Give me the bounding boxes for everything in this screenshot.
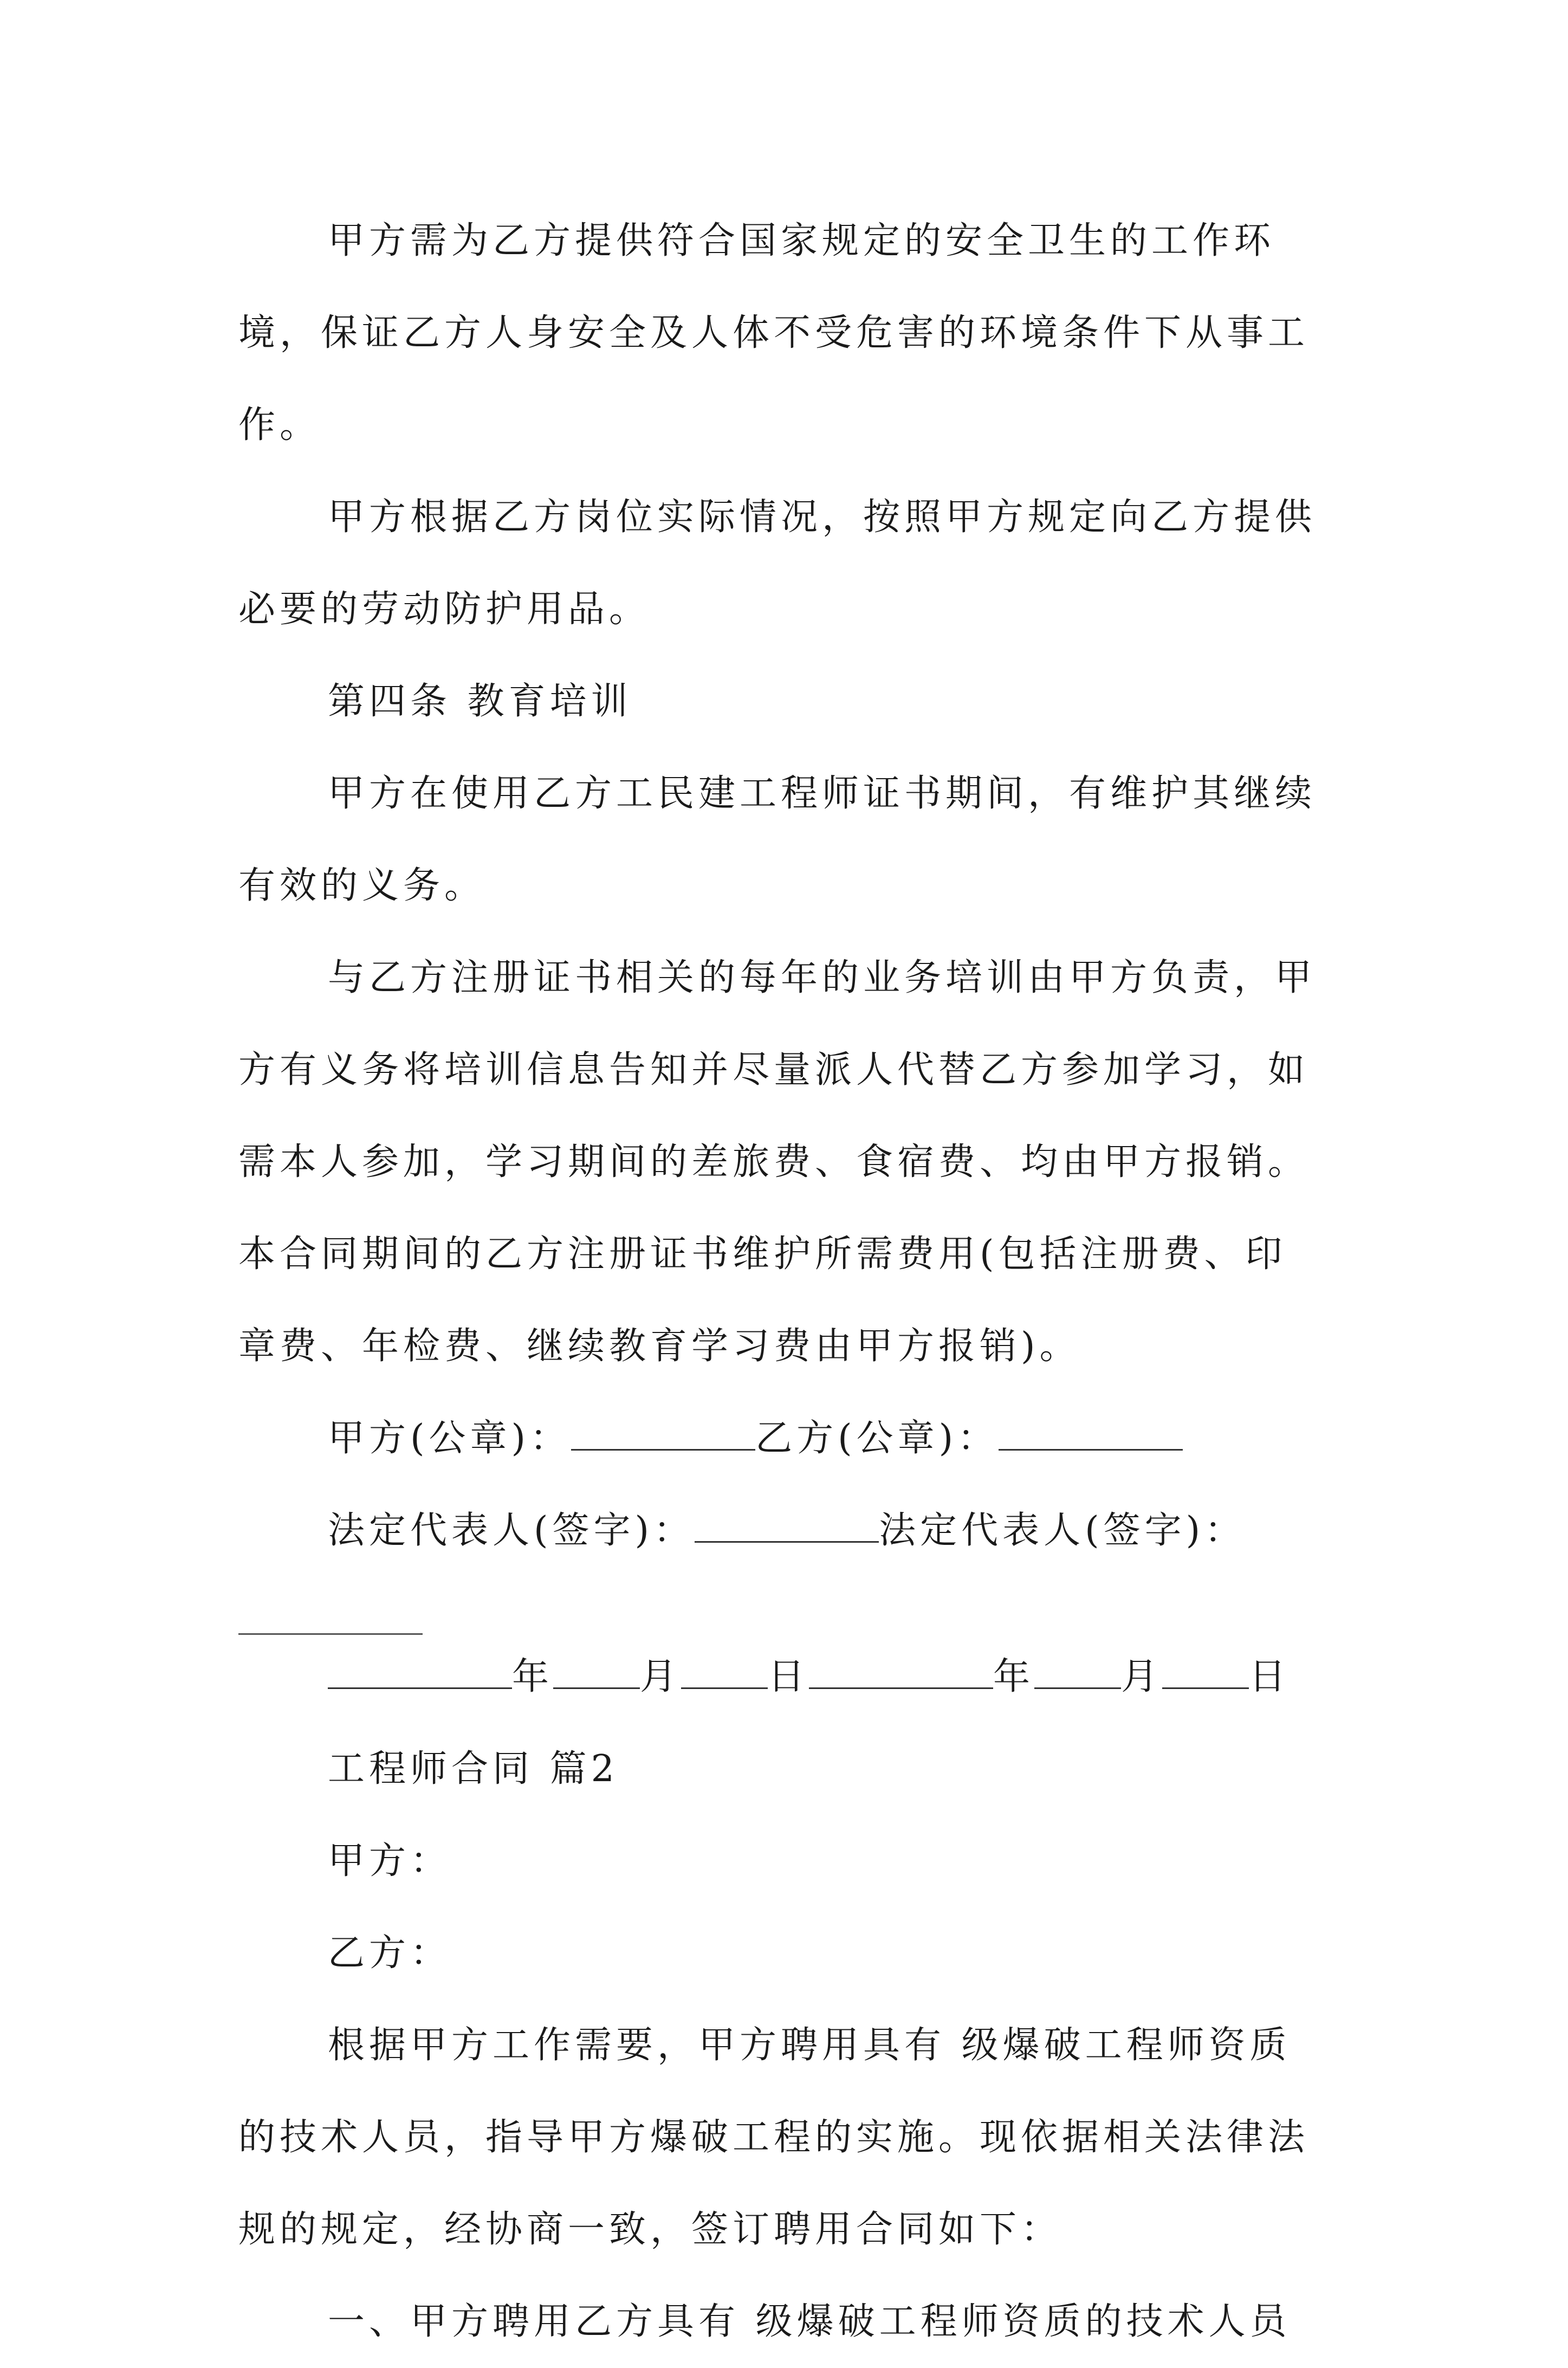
legal-rep-line	[238, 1485, 1344, 1577]
day-label-2: 日	[1249, 1655, 1291, 1698]
paragraph-line: 根据甲方工作需要，甲方聘用具有 级爆破工程师资质	[328, 2024, 1291, 2067]
paragraph-line: 必要的劳动防护用品。	[238, 588, 651, 631]
month-blank[interactable]	[553, 1655, 640, 1689]
section-title: 工程师合同 篇2	[328, 1748, 619, 1790]
party-b-seal-label: 乙方(公章)：	[755, 1417, 999, 1460]
year-blank[interactable]	[328, 1655, 512, 1689]
party-b-label: 乙方：	[328, 1932, 452, 1975]
day-label: 日	[768, 1655, 809, 1698]
month-blank-2[interactable]	[1034, 1655, 1121, 1689]
party-b-seal-blank[interactable]	[999, 1416, 1183, 1451]
day-blank-2[interactable]	[1162, 1655, 1249, 1689]
party-a-seal-blank[interactable]	[571, 1416, 755, 1451]
paragraph-line: 本合同期间的乙方注册证书维护所需费用(包括注册费、印	[238, 1233, 1287, 1276]
paragraph-line: 甲方需为乙方提供符合国家规定的安全卫生的工作环	[328, 219, 1275, 262]
document-page	[238, 195, 1344, 2368]
date-line	[238, 1631, 1344, 1723]
paragraph-line: 章费、年检费、继续教育学习费由甲方报销)。	[238, 1325, 1081, 1368]
party-a-seal-label: 甲方(公章)：	[328, 1417, 572, 1460]
paragraph-line: 与乙方注册证书相关的每年的业务培训由甲方负责，甲	[328, 956, 1317, 999]
paragraph-line: 的技术人员，指导甲方爆破工程的实施。现依据相关法律法	[238, 2116, 1310, 2159]
year-blank-2[interactable]	[809, 1655, 993, 1689]
section-heading: 第四条 教育培训	[328, 680, 632, 723]
paragraph-line: 需本人参加，学习期间的差旅费、食宿费、均由甲方报销。	[238, 1141, 1310, 1183]
paragraph-line: 甲方根据乙方岗位实际情况，按照甲方规定向乙方提供	[328, 496, 1317, 539]
paragraph-line: 一、甲方聘用乙方具有 级爆破工程师资质的技术人员	[328, 2300, 1291, 2343]
paragraph-line: 境，保证乙方人身安全及人体不受危害的环境条件下从事工	[238, 312, 1310, 354]
legal-rep-b-label: 法定代表人(签字)：	[879, 1509, 1246, 1552]
paragraph-line: 规的规定，经协商一致，签订聘用合同如下：	[238, 2208, 1062, 2251]
paragraph-line: 有效的义务。	[238, 864, 486, 907]
year-label-2: 年	[993, 1655, 1035, 1698]
party-a-label: 甲方：	[328, 1840, 452, 1882]
paragraph-line: 作。	[238, 404, 321, 447]
year-label: 年	[512, 1655, 554, 1698]
month-label: 月	[640, 1655, 682, 1698]
legal-rep-a-label: 法定代表人(签字)：	[328, 1509, 695, 1552]
day-blank[interactable]	[681, 1655, 768, 1689]
seal-line	[238, 1393, 1344, 1485]
paragraph-line: 甲方在使用乙方工民建工程师证书期间，有维护其继续	[328, 772, 1317, 815]
month-label-2: 月	[1121, 1655, 1163, 1698]
paragraph-line: 方有义务将培训信息告知并尽量派人代替乙方参加学习，如	[238, 1049, 1310, 1091]
legal-rep-a-blank[interactable]	[695, 1509, 879, 1543]
legal-rep-b-blank-line	[238, 1577, 1344, 1631]
